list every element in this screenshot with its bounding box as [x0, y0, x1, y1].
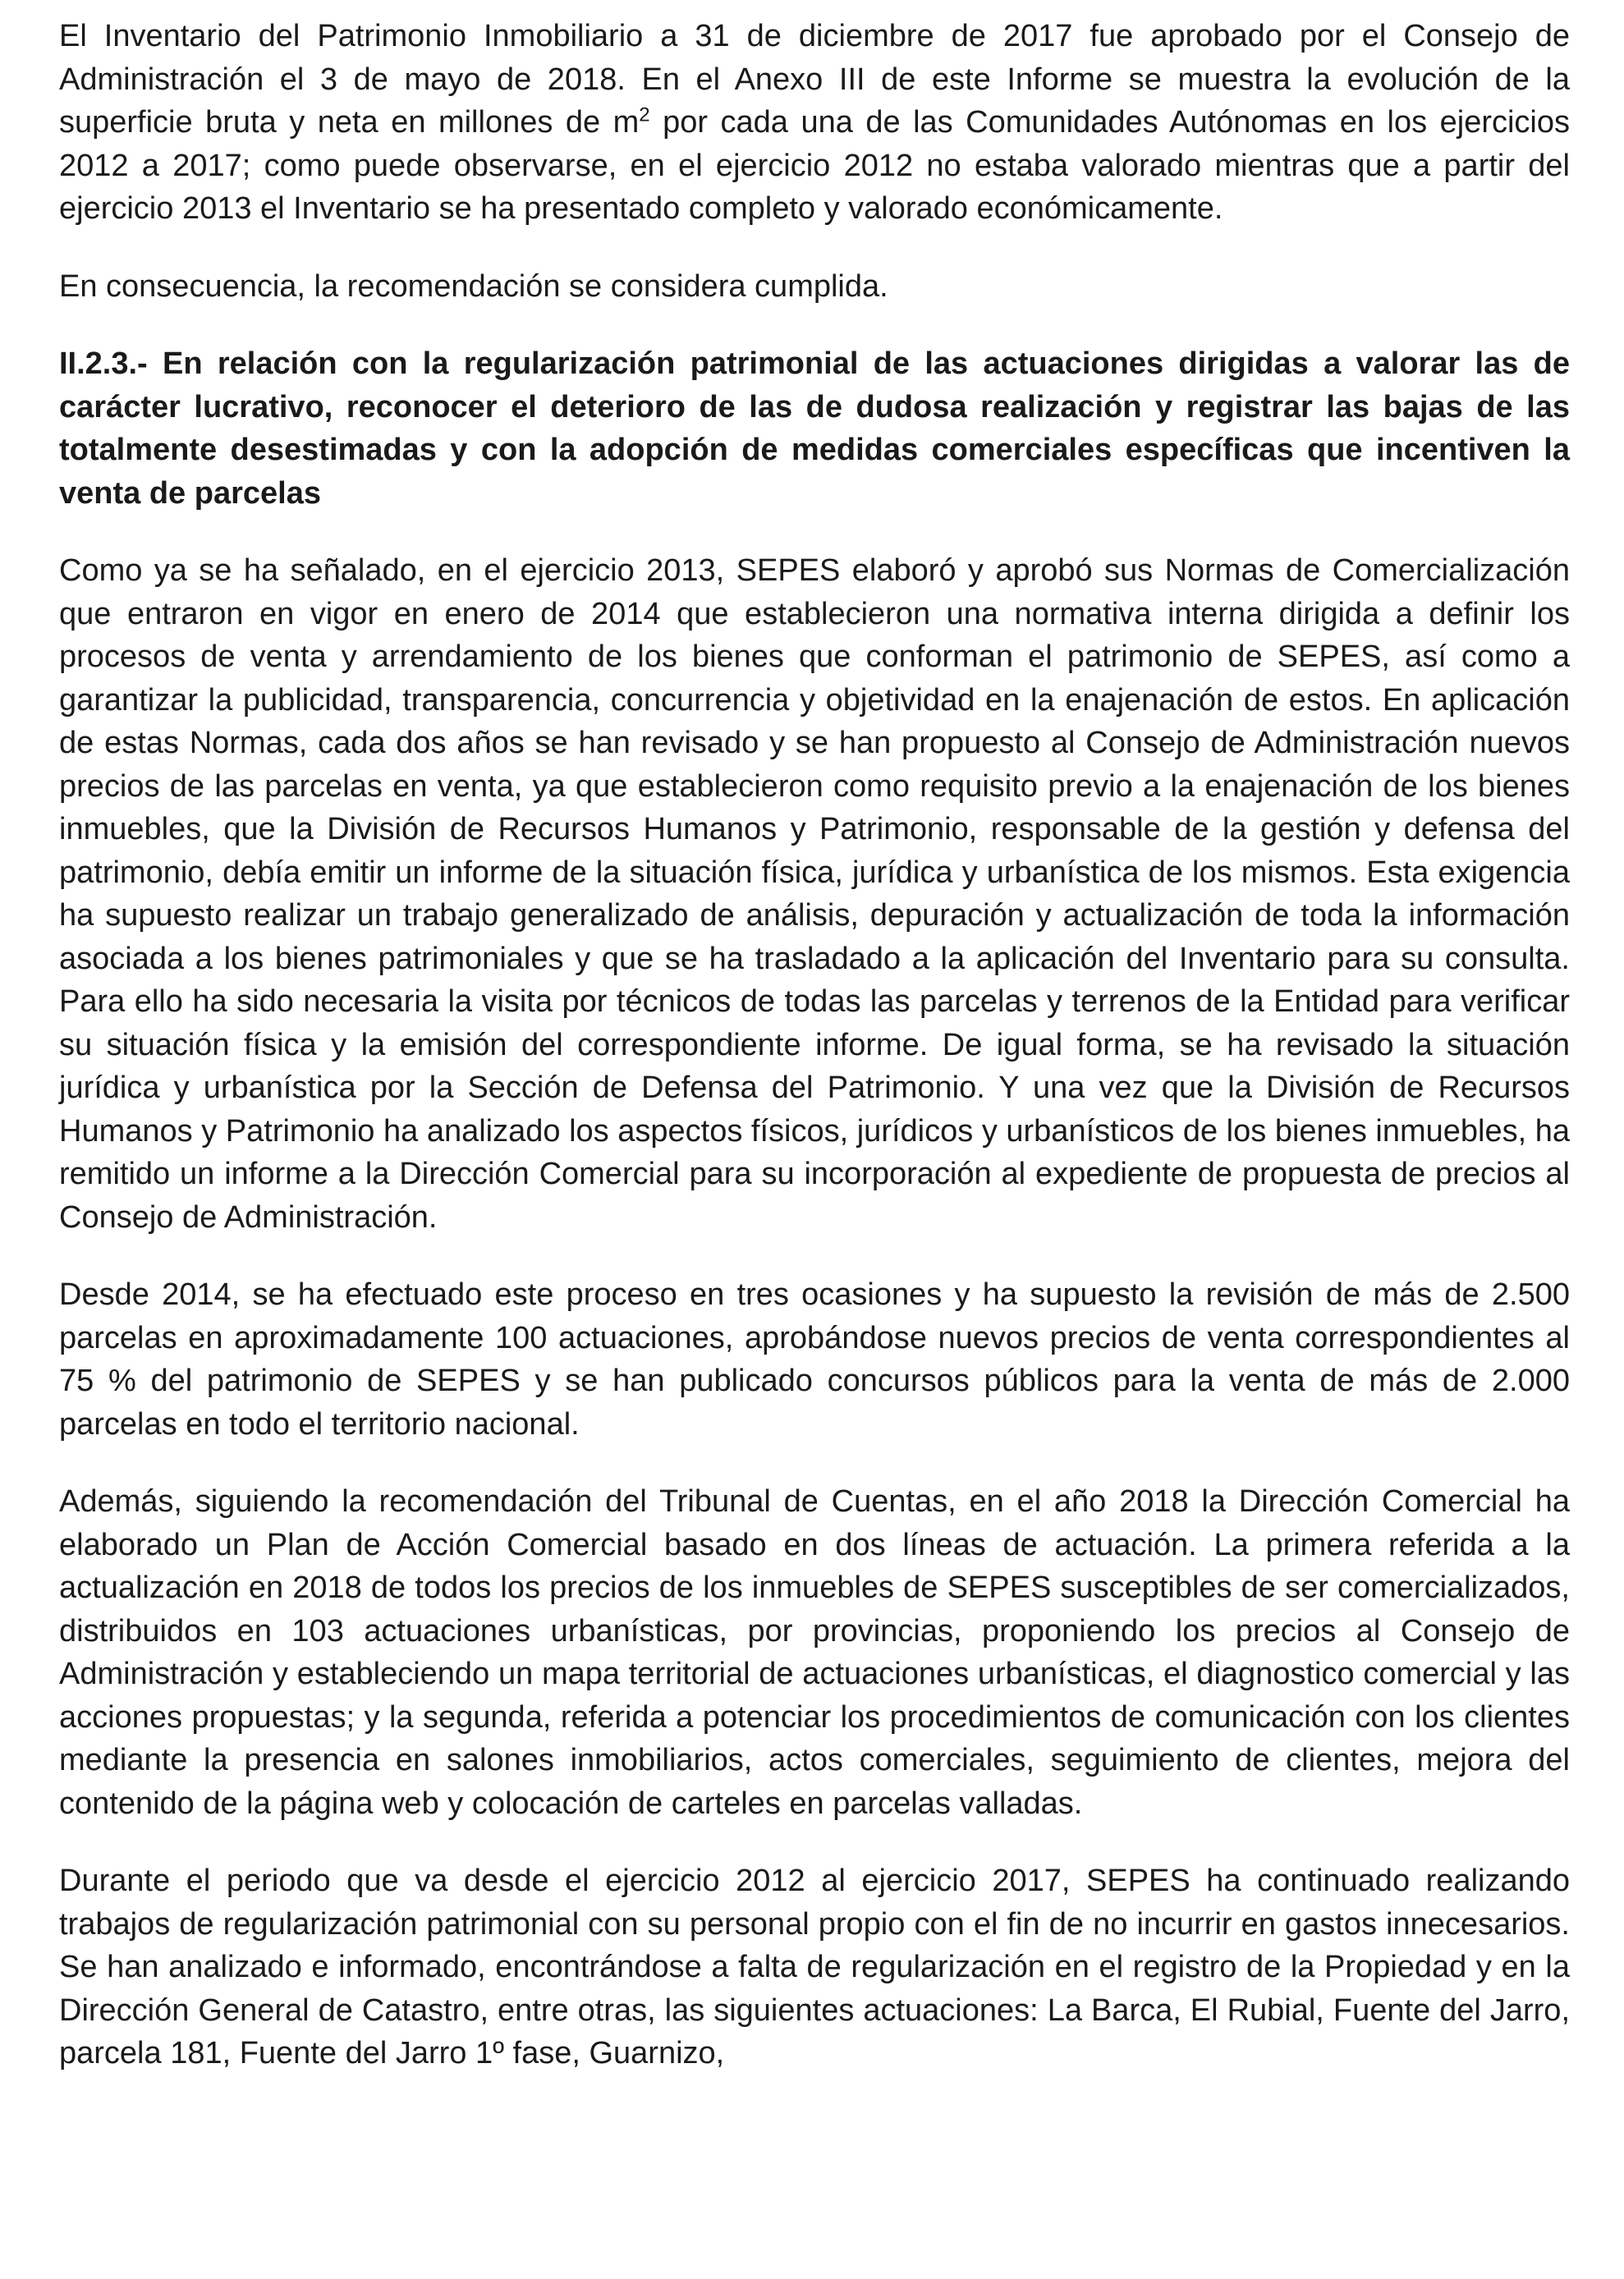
section-number: II.2.3.-: [59, 346, 148, 381]
paragraph-regularizacion-patrimonial: Durante el periodo que va desde el ejercicio 2012 al ejercicio 2017, SEPES ha continuado realizando trabajos de regularización patrimonial con su personal propio con el fin de no incurrir en gastos innecesarios. Se han analizado e informado, encontrándose a falta de regularización en el registro de la Propiedad y en la Dirección General de Catastro, entre otras, las siguientes actuaciones: La Barca, El Rubial, Fuente del Jarro, parcela 181, Fuente del Jarro 1º fase, Guarnizo,: [59, 1864, 1570, 2070]
paragraph-desde-2014: Desde 2014, se ha efectuado este proceso en tres ocasiones y ha supuesto la revisión de más de 2.500 parcelas en aproximadamente 100 actuaciones, aprobándose nuevos precios de venta correspondientes al 75 % del patrimonio de SEPES y se han publicado concursos públicos para la venta de más de 2.000 parcelas en todo el territorio nacional.: [59, 1277, 1570, 1442]
superscript-two: 2: [639, 103, 650, 126]
paragraph-inventario: [59, 15, 1570, 231]
paragraph-plan-accion-comercial: Además, siguiendo la recomendación del Tribunal de Cuentas, en el año 2018 la Dirección Comercial ha elaborado un Plan de Acción Comercial basado en dos líneas de actuación. La primera referida a la actualización en 2018 de todos los precios de los inmuebles de SEPES susceptibles de ser comercializados, distribuidos en 103 actuaciones urbanísticas, por provincias, proponiendo los precios al Consejo de Administración y estableciendo un mapa territorial de actuaciones urbanísticas, el diagnostico comercial y las acciones propuestas; y la segunda, referida a potenciar los procedimientos de comunicación con los clientes mediante la presencia en salones inmobiliarios, actos comerciales, seguimiento de clientes, mejora del contenido de la página web y colocación de carteles en parcelas valladas.: [59, 1484, 1570, 1821]
document-page: [59, 15, 1570, 2110]
paragraph-recomendacion-cumplida: En consecuencia, la recomendación se considera cumplida.: [59, 268, 888, 304]
section-heading-ii-2-3: [59, 342, 1570, 515]
paragraph-inventario-text-end: por cada una de las Comunidades Autónomas en los ejercicios 2012 a 2017; como puede observarse, en el ejercicio 2012 no estaba valorado mientras que a partir del ejercicio 2013 el Inventario se ha presentado completo y valorado económicamente.: [59, 105, 1570, 226]
paragraph-normas-comercializacion: Como ya se ha señalado, en el ejercicio 2013, SEPES elaboró y aprobó sus Normas de Comercialización que entraron en vigor en enero de 2014 que establecieron una normativa interna dirigida a definir los procesos de venta y arrendamiento de los bienes que conforman el patrimonio de SEPES, así como a garantizar la publicidad, transparencia, concurrencia y objetividad en la enajenación de estos. En aplicación de estas Normas, cada dos años se han revisado y se han propuesto al Consejo de Administración nuevos precios de las parcelas en venta, ya que establecieron como requisito previo a la enajenación de los bienes inmuebles, que la División de Recursos Humanos y Patrimonio, responsable de la gestión y defensa del patrimonio, debía emitir un informe de la situación física, jurídica y urbanística de los mismos. Esta exigencia ha supuesto realizar un trabajo generalizado de análisis, depuración y actualización de toda la información asociada a los bienes patrimoniales y que se ha trasladado a la aplicación del Inventario para su consulta. Para ello ha sido necesaria la visita por técnicos de todas las parcelas y terrenos de la Entidad para verificar su situación física y la emisión del correspondiente informe. De igual forma, se ha revisado la situación jurídica y urbanística por la Sección de Defensa del Patrimonio. Y una vez que la División de Recursos Humanos y Patrimonio ha analizado los aspectos físicos, jurídicos y urbanísticos de los bienes inmuebles, ha remitido un informe a la Dirección Comercial para su incorporación al expediente de propuesta de precios al Consejo de Administración.: [59, 553, 1570, 1235]
section-heading-text: En relación con la regularización patrimonial de las actuaciones dirigidas a valorar las de carácter lucrativo, reconocer el deterioro de las de dudosa realización y registrar las bajas de las totalmente desestimadas y con la adopción de medidas comerciales específicas que incentiven la venta de parcelas: [59, 346, 1570, 511]
paragraph-inventario-text-start: El Inventario del Patrimonio Inmobiliario a 31 de diciembre de 2017 fue aprobado por el Consejo de Administración el 3 de mayo de 2018. En el Anexo III de este Informe se muestra la evolución de la superficie bruta y neta en millones de m: [59, 19, 1570, 140]
